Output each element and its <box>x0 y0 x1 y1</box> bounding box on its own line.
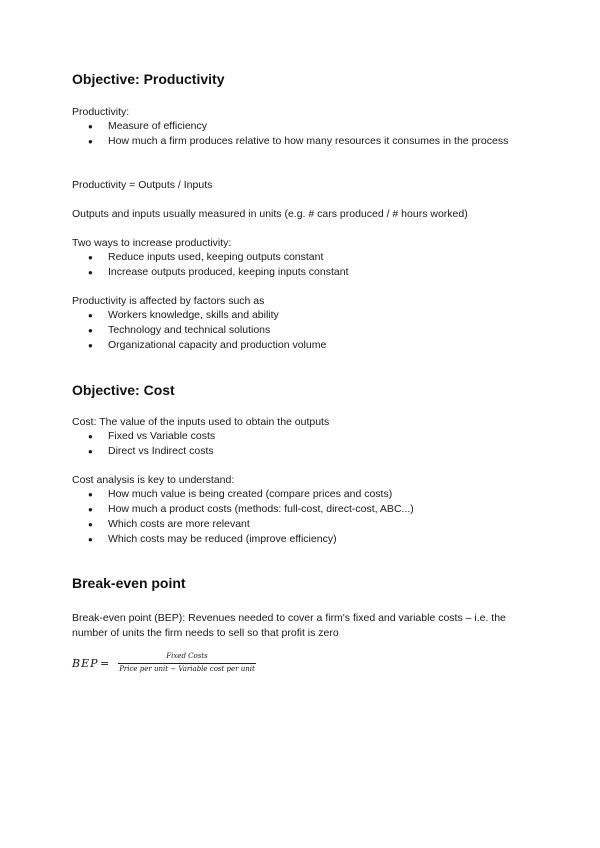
factors-intro: Productivity is affected by factors such as <box>72 295 265 307</box>
increase-intro: Two ways to increase productivity: <box>72 237 232 249</box>
increase-list <box>72 250 512 280</box>
cost-analysis-list <box>72 487 512 547</box>
productivity-intro: Productivity: <box>72 106 130 118</box>
list-item: ● Workers knowledge, skills and ability <box>72 308 512 323</box>
cost-heading: Objective: Cost <box>72 382 175 398</box>
list-item: ● Which costs may be reduced (improve efficiency) <box>72 532 512 547</box>
units-note: Outputs and inputs usually measured in units (e.g. # cars produced / # hours worked) <box>72 208 468 220</box>
fraction-bar <box>118 663 256 664</box>
productivity-formula: Productivity = Outputs / Inputs <box>72 179 213 191</box>
list-item: ● Reduce inputs used, keeping outputs constant <box>72 250 512 265</box>
bep-formula <box>72 652 272 680</box>
cost-types-list <box>72 429 512 459</box>
list-item: ● Technology and technical solutions <box>72 323 512 338</box>
formula-lhs: BEP <box>72 657 99 670</box>
formula-denominator: Price per unit − Variable cost per unit <box>119 665 255 673</box>
productivity-heading: Objective: Productivity <box>72 71 225 87</box>
formula-equals: = <box>100 657 110 670</box>
list-item: ● How much a product costs (methods: full-cost, direct-cost, ABC...) <box>72 502 512 517</box>
list-item: ● Direct vs Indirect costs <box>72 444 512 459</box>
breakeven-definition: Break-even point (BEP): Revenues needed to cover a firm's fixed and variable costs – i.e. the number of units the firm needs to sell so that profit is zero <box>72 612 506 639</box>
list-item: ● Which costs are more relevant <box>72 517 512 532</box>
cost-definition: Cost: The value of the inputs used to obtain the outputs <box>72 416 330 428</box>
breakeven-heading: Break-even point <box>72 575 186 591</box>
list-item: ● How much a firm produces relative to how many resources it consumes in the process <box>72 134 512 149</box>
productivity-definition-list <box>72 119 512 149</box>
list-item: ● Measure of efficiency <box>72 119 512 134</box>
cost-analysis-intro: Cost analysis is key to understand: <box>72 474 235 486</box>
list-item: ● Organizational capacity and production volume <box>72 338 512 353</box>
factors-list <box>72 308 512 353</box>
list-item: ● Increase outputs produced, keeping inputs constant <box>72 265 512 280</box>
list-item: ● How much value is being created (compare prices and costs) <box>72 487 512 502</box>
list-item: ● Fixed vs Variable costs <box>72 429 512 444</box>
formula-numerator: Fixed Costs <box>166 652 208 660</box>
